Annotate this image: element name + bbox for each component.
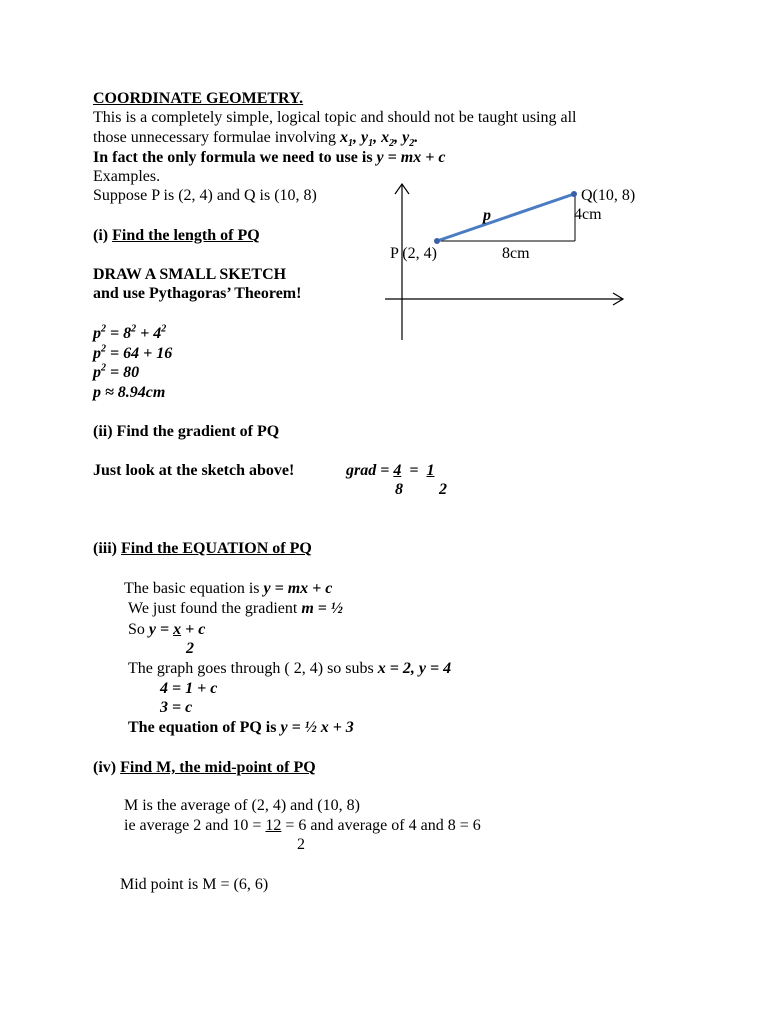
separator: , — [353, 129, 362, 146]
pythagoras-text: and use Pythagoras’ Theorem! — [93, 285, 302, 302]
label-hypotenuse: p — [483, 207, 491, 224]
point-q — [571, 191, 577, 197]
page-title: COORDINATE GEOMETRY. — [93, 90, 304, 107]
variable-y1 — [361, 129, 374, 150]
separator: , — [373, 129, 382, 146]
gradient-fraction — [346, 461, 434, 480]
so-y: y = — [148, 621, 174, 638]
variable-y1-subscript: 1 — [368, 138, 374, 150]
subs-step-1: 4 = 1 + c — [160, 680, 218, 697]
grad-label: grad = — [346, 462, 394, 479]
intro-line-3-text: In fact the only formula we need to use is — [93, 149, 377, 166]
part-4-title: Find M, the mid-point of PQ — [120, 759, 316, 776]
step-1-b-exp: 2 — [131, 323, 137, 335]
label-q: Q(10, 8) — [581, 187, 636, 204]
basic-equation-formula: y = mx + c — [263, 580, 333, 597]
sketch-diagram — [370, 180, 660, 345]
basic-equation-text: The basic equation is — [124, 580, 264, 597]
part-3-prefix: (iii) — [93, 540, 121, 557]
variable-x1-letter: x — [340, 129, 349, 146]
part-3-heading — [93, 539, 312, 558]
step-1-c-exp: 2 — [161, 323, 167, 335]
step-1-b: = 8 — [106, 325, 132, 342]
label-horizontal-leg: 8cm — [502, 245, 530, 262]
intro-line-2 — [93, 128, 419, 150]
label-vertical-leg: 4cm — [574, 206, 602, 223]
so-c: + c — [181, 621, 206, 638]
ie-rest: = 6 and average of 4 and 8 = 6 — [281, 817, 481, 834]
ie-denominator: 2 — [297, 836, 305, 853]
pythagoras-step-2 — [93, 344, 172, 363]
through-line — [128, 659, 451, 678]
found-gradient-line — [128, 599, 343, 618]
through-formula: x = 2, y = 4 — [377, 660, 452, 677]
intro-line-2-text: those unnecessary formulae involving — [93, 129, 341, 146]
equation-result-text: The equation of PQ is — [128, 719, 281, 736]
look-sketch-text: Just look at the sketch above! — [93, 462, 295, 479]
part-4-heading — [93, 758, 316, 777]
variable-y1-letter: y — [361, 129, 369, 146]
equation-result-formula: y = ½ x + 3 — [280, 719, 354, 736]
midpoint-text: Mid point is M = (6, 6) — [120, 876, 269, 893]
step-3-rest: = 80 — [106, 364, 140, 381]
grad-denominator-2: 2 — [439, 481, 447, 498]
step-3-p: p — [93, 364, 101, 381]
grad-numerator-1: 4 — [393, 462, 402, 479]
pythagoras-step-1 — [93, 324, 166, 343]
found-gradient-formula: m = ½ — [301, 600, 343, 617]
variable-x1-subscript: 1 — [348, 138, 354, 150]
so-denominator: 2 — [186, 640, 194, 657]
grad-denominator-1: 8 — [395, 481, 403, 498]
part-3-title: Find the EQUATION of PQ — [121, 540, 312, 557]
pythagoras-step-3 — [93, 363, 139, 382]
so-line — [128, 620, 205, 639]
step-1-c: + 4 — [136, 325, 162, 342]
step-1-p-exp: 2 — [101, 323, 106, 335]
segment-pq — [437, 194, 574, 241]
variable-x2-letter: x — [381, 129, 390, 146]
variable-y2 — [402, 129, 415, 150]
label-p: P (2, 4) — [390, 245, 437, 262]
suppose-text: Suppose P is (2, 4) and Q is (10, 8) — [93, 187, 317, 204]
end-period: . — [414, 129, 419, 146]
variable-y2-letter: y — [402, 129, 410, 146]
grad-equals: = — [405, 462, 423, 479]
basic-equation-line — [124, 579, 332, 598]
part-4-prefix: (iv) — [93, 759, 121, 776]
through-text: The graph goes through ( 2, 4) so subs — [128, 660, 378, 677]
draw-sketch-text: DRAW A SMALL SKETCH — [93, 266, 287, 283]
part-1-title: Find the length of PQ — [112, 227, 260, 244]
ie-numerator: 12 — [265, 817, 282, 834]
part-1-prefix: (i) — [93, 227, 113, 244]
ie-text: ie average 2 and 10 = — [124, 817, 266, 834]
equation-result-line — [128, 718, 354, 737]
so-text: So — [128, 621, 149, 638]
variable-y2-subscript: 2 — [409, 138, 415, 150]
line-formula: y = mx + c — [376, 149, 446, 166]
found-gradient-text: We just found the gradient — [128, 600, 302, 617]
step-3-p-exp: 2 — [101, 362, 106, 374]
subs-step-2: 3 = c — [160, 699, 193, 716]
grad-numerator-2: 1 — [426, 462, 435, 479]
variable-x1 — [340, 129, 354, 150]
step-2-p-exp: 2 — [101, 343, 106, 355]
step-1-p: p — [93, 325, 101, 342]
step-2-rest: = 64 + 16 — [106, 345, 173, 362]
intro-line-1: This is a completely simple, logical topic and should not be taught using all — [93, 109, 577, 126]
part-2-heading: (ii) Find the gradient of PQ — [93, 423, 280, 440]
variable-x2 — [381, 129, 395, 150]
pythagoras-result: p ≈ 8.94cm — [93, 384, 166, 401]
step-2-p: p — [93, 345, 101, 362]
so-x: x — [173, 621, 182, 638]
ie-line — [124, 816, 481, 835]
average-text: M is the average of (2, 4) and (10, 8) — [124, 797, 360, 814]
separator: , — [394, 129, 403, 146]
examples-label: Examples. — [93, 168, 161, 185]
part-1-heading — [93, 226, 260, 245]
variable-x2-subscript: 2 — [389, 138, 395, 150]
intro-line-3 — [93, 148, 445, 167]
